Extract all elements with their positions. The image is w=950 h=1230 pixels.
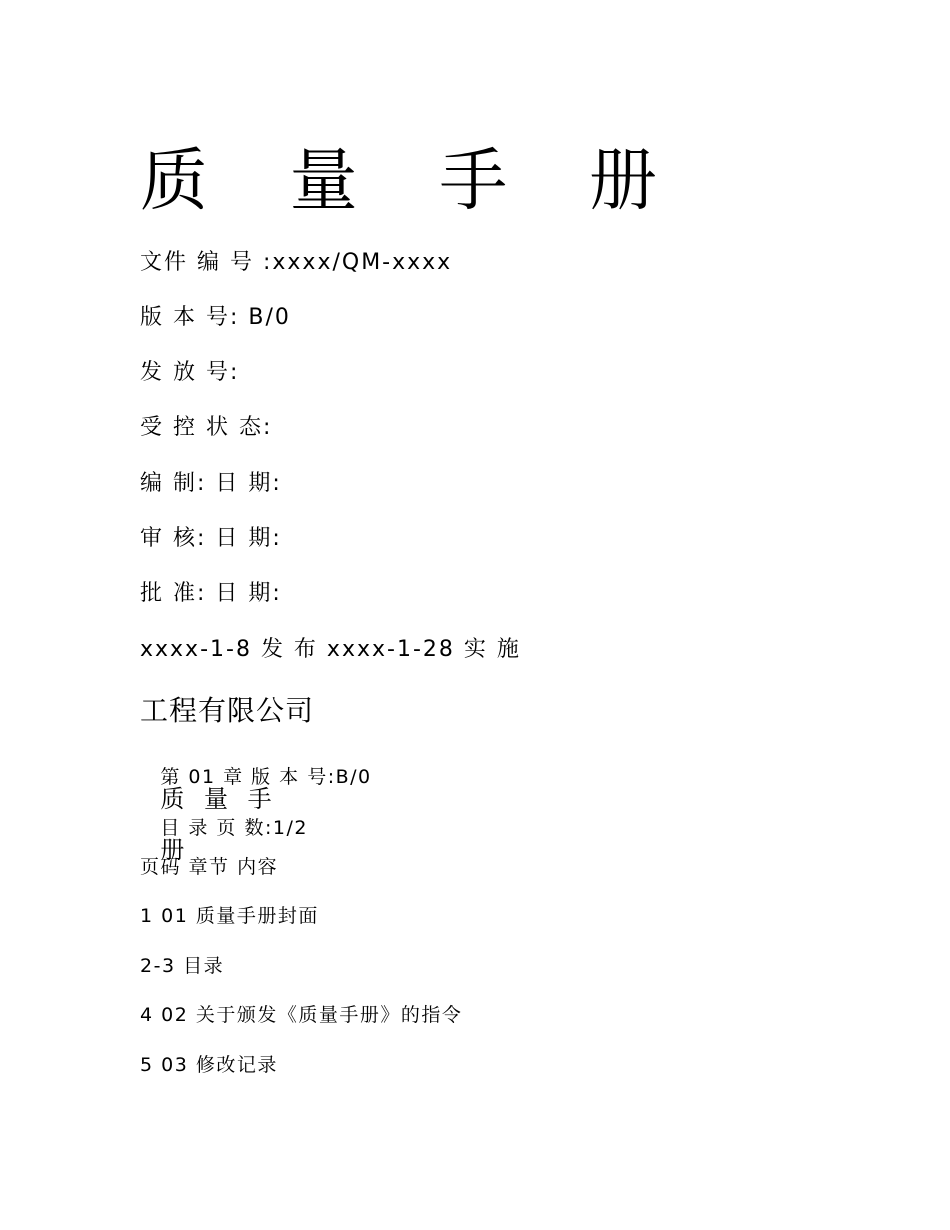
toc-row: 2-3 目录	[140, 955, 225, 977]
version-number: 版 本 号: B/0	[140, 305, 291, 330]
document-title: 质 量 手 册	[140, 142, 687, 221]
toc-row: 5 03 修改记录	[140, 1054, 278, 1076]
prepared-by: 编 制: 日 期:	[140, 471, 282, 496]
toc-header-title: 册	[160, 836, 191, 864]
toc-header-text: 目 录 页 数:1/2	[160, 817, 308, 839]
toc-row: 1 01 质量手册封面	[140, 905, 319, 927]
control-status: 受 控 状 态:	[140, 415, 273, 440]
toc-columns: 页码 章节 内容	[140, 856, 279, 878]
approved-by: 批 准: 日 期:	[140, 581, 282, 606]
release-dates: xxxx-1-8 发 布 xxxx-1-28 实 施	[140, 637, 521, 662]
chapter-header-title: 质 量 手	[160, 785, 278, 813]
doc-number: 文件 编 号 :xxxx/QM-xxxx	[140, 250, 453, 275]
chapter-header-text: 第 01 章 版 本 号:B/0	[160, 766, 372, 788]
reviewed-by: 审 核: 日 期:	[140, 526, 282, 551]
company-name: 工程有限公司	[140, 694, 315, 727]
issue-number: 发 放 号:	[140, 360, 240, 385]
toc-row: 4 02 关于颁发《质量手册》的指令	[140, 1004, 463, 1026]
